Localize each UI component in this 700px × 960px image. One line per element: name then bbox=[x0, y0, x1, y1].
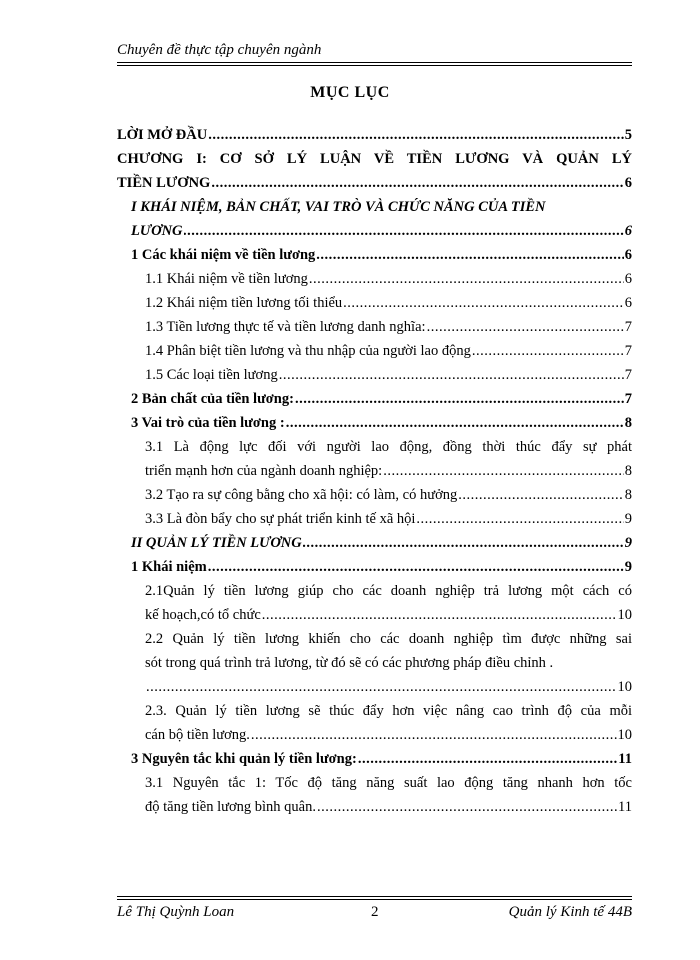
footer-rule bbox=[117, 896, 632, 900]
toc-entry[interactable]: 2.1Quản lý tiền lương giúp cho các doanh nghiệp trả lương một cách có kế hoạch,có tổ chức ..... 10 bbox=[117, 576, 632, 624]
toc-entry[interactable]: CHƯƠNG I: CƠ SỞ LÝ LUẬN VỀ TIỀN LƯƠNG VÀ QUẢN LÝ TIỀN LƯƠNG ..... 6 bbox=[117, 144, 632, 192]
toc-entry[interactable]: 1 Khái niệm ..... 9 bbox=[117, 552, 632, 576]
toc-entry[interactable]: II QUẢN LÝ TIỀN LƯƠNG ..... 9 bbox=[117, 528, 632, 552]
toc-entry[interactable]: 3 Nguyên tắc khi quản lý tiền lương: ..... 11 bbox=[117, 744, 632, 768]
toc-entry[interactable]: 1.5 Các loại tiền lương ..... 7 bbox=[117, 360, 632, 384]
toc-entry[interactable]: 3.3 Là đòn bẩy cho sự phát triển kinh tế xã hội ..... 9 bbox=[117, 504, 632, 528]
toc-entry[interactable]: 2.2 Quản lý tiền lương khiến cho các doanh nghiệp tìm được những sai sót trong quá trình trả lương, từ đó sẽ có các phương pháp điều chỉnh . ..... 10 bbox=[117, 624, 632, 696]
footer-author: Lê Thị Quỳnh Loan bbox=[117, 904, 235, 920]
toc-entry[interactable]: 1.4 Phân biệt tiền lương và thu nhập của người lao động ..... 7 bbox=[117, 336, 632, 360]
page-title: MỤC LỤC bbox=[310, 84, 390, 101]
toc-entry[interactable]: 2.3. Quản lý tiền lương sẽ thúc đẩy hơn việc nâng cao trình độ của mỗi cán bộ tiền lương. ..... 10 bbox=[117, 696, 632, 744]
toc-entry[interactable]: I KHÁI NIỆM, BẢN CHẤT, VAI TRÒ VÀ CHỨC NĂNG CỦA TIỀN LƯƠNG ..... 6 bbox=[117, 192, 632, 240]
toc-entry[interactable]: 1.2 Khái niệm tiền lương tối thiểu ..... 6 bbox=[117, 288, 632, 312]
toc-entry[interactable]: 3 Vai trò của tiền lương : ..... 8 bbox=[117, 408, 632, 432]
toc-entry[interactable]: 1.1 Khái niệm về tiền lương ..... 6 bbox=[117, 264, 632, 288]
footer-page-number: 2 bbox=[371, 904, 379, 920]
footer-class: Quản lý Kinh tế 44B bbox=[508, 904, 632, 920]
toc-entry[interactable]: 1 Các khái niệm về tiền lương ..... 6 bbox=[117, 240, 632, 264]
toc-entry[interactable]: 3.1 Nguyên tắc 1: Tốc độ tăng năng suất lao động tăng nhanh hơn tốc độ tăng tiền lương bình quân. ..... 11 bbox=[117, 768, 632, 816]
toc-entry[interactable]: 3.1 Là động lực đối với người lao động, đồng thời thúc đẩy sự phát triển mạnh hơn của ngành doanh nghiệp: ..... 8 bbox=[117, 432, 632, 480]
page-header: Chuyên đề thực tập chuyên ngành bbox=[117, 42, 322, 58]
toc-entry[interactable]: 3.2 Tạo ra sự công bằng cho xã hội: có làm, có hưởng ..... 8 bbox=[117, 480, 632, 504]
table-of-contents bbox=[117, 120, 632, 816]
header-rule bbox=[117, 62, 632, 66]
toc-entry[interactable]: 2 Bản chất của tiền lương: ..... 7 bbox=[117, 384, 632, 408]
toc-entry[interactable]: LỜI MỞ ĐẦU ..... 5 bbox=[117, 120, 632, 144]
toc-entry[interactable]: 1.3 Tiền lương thực tế và tiền lương danh nghĩa: ..... 7 bbox=[117, 312, 632, 336]
